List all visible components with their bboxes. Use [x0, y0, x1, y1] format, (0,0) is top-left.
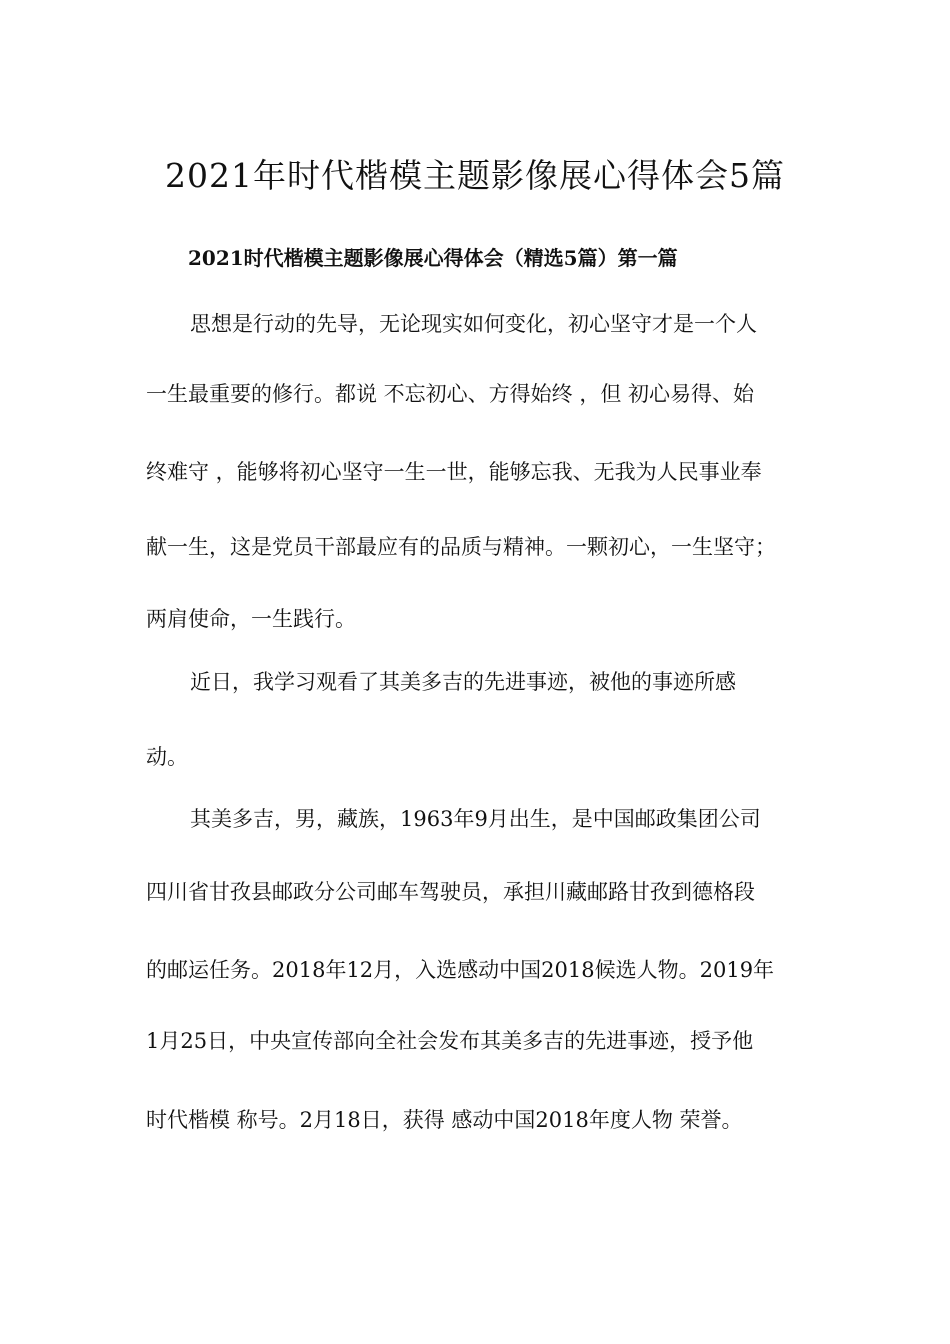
paragraph-line: 四川省甘孜县邮政分公司邮车驾驶员，承担川藏邮路甘孜到德格段: [146, 880, 755, 904]
paragraph-line: 的邮运任务。2018年12月，入选感动中国2018候选人物。2019年: [146, 958, 775, 982]
paragraph-line: 思想是行动的先导，无论现实如何变化，初心坚守才是一个人: [190, 312, 757, 336]
document-title: 2021年时代楷模主题影像展心得体会5篇: [165, 156, 785, 196]
paragraph-line: 动。: [146, 745, 188, 769]
paragraph-line: 近日，我学习观看了其美多吉的先进事迹，被他的事迹所感: [190, 670, 736, 694]
paragraph-line: 献一生，这是党员干部最应有的品质与精神。一颗初心，一生坚守；: [146, 535, 776, 559]
paragraph-line: 一生最重要的修行。都说 不忘初心、方得始终 ，但 初心易得、始: [146, 382, 755, 406]
paragraph-line: 终难守 ，能够将初心坚守一生一世，能够忘我、无我为人民事业奉: [146, 460, 762, 484]
section-heading: 2021时代楷模主题影像展心得体会（精选5篇）第一篇: [188, 246, 678, 270]
paragraph-line: 1月25日，中央宣传部向全社会发布其美多吉的先进事迹，授予他: [146, 1029, 754, 1053]
paragraph-line: 其美多吉，男，藏族，1963年9月出生，是中国邮政集团公司: [190, 807, 761, 831]
paragraph-line: 时代楷模 称号。2月18日，获得 感动中国2018年度人物 荣誉。: [146, 1108, 743, 1132]
paragraph-line: 两肩使命，一生践行。: [146, 607, 356, 631]
